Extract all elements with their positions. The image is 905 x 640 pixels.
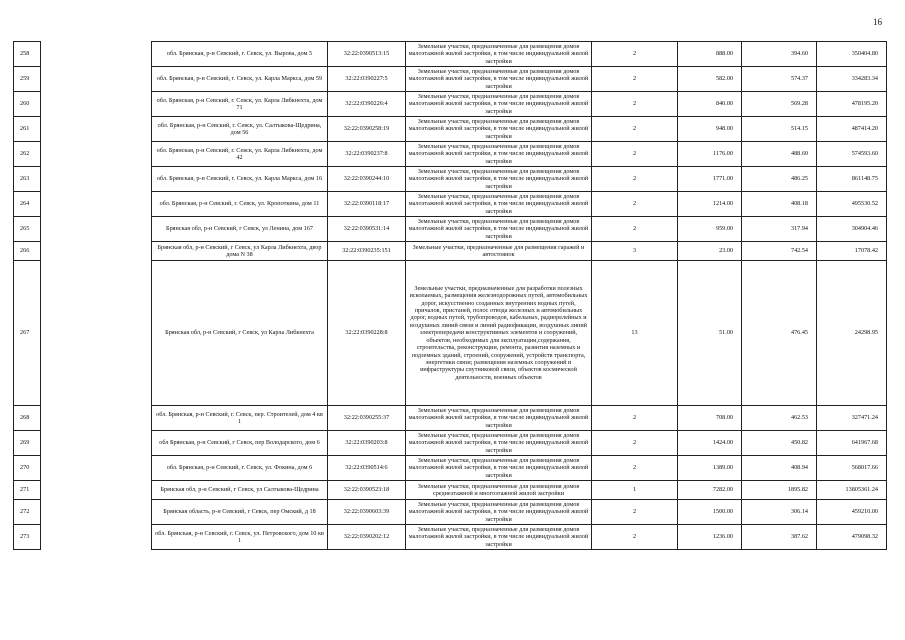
cadastral-value-cell: 495530.52 xyxy=(817,192,887,217)
cadastral-number-cell: 32:22:0390258:19 xyxy=(328,117,406,142)
cadastral-value-cell: 304904.46 xyxy=(817,217,887,242)
specific-value-cell: 306.14 xyxy=(742,500,817,525)
cadastral-number-cell: 32:22:0390531:14 xyxy=(328,217,406,242)
table-row xyxy=(14,261,887,406)
table-row xyxy=(14,481,887,500)
area-cell: 7282.00 xyxy=(678,481,742,500)
cadastral-value-cell: 574593.60 xyxy=(817,142,887,167)
group-cell: 2 xyxy=(592,42,678,67)
specific-value-cell: 742.54 xyxy=(742,242,817,261)
group-cell: 2 xyxy=(592,117,678,142)
land-use-cell: Земельные участки, предназначенные для размещения домов малоэтажной жилой застройки, в том числе индивидуальной жилой застройки xyxy=(406,92,592,117)
table-row xyxy=(14,117,887,142)
specific-value-cell: 450.82 xyxy=(742,431,817,456)
address-cell: обл. Брянская, р-н Севский, г. Севск, ул. Салтыкова-Щедрина, дом 56 xyxy=(152,117,328,142)
spacer-cell xyxy=(41,217,152,242)
group-cell: 2 xyxy=(592,217,678,242)
row-number-cell: 265 xyxy=(14,217,41,242)
spacer-cell xyxy=(41,167,152,192)
table-row xyxy=(14,525,887,550)
group-cell: 2 xyxy=(592,431,678,456)
group-cell: 2 xyxy=(592,500,678,525)
land-use-cell: Земельные участки, предназначенные для размещения домов среднеэтажной и многоэтажной жилой застройки xyxy=(406,481,592,500)
cadastral-value-cell: 641967.68 xyxy=(817,431,887,456)
area-cell: 1214.00 xyxy=(678,192,742,217)
land-use-cell: Земельные участки, предназначенные для размещения домов малоэтажной жилой застройки, в том числе индивидуальной жилой застройки xyxy=(406,500,592,525)
cadastral-number-cell: 32:22:0390118:17 xyxy=(328,192,406,217)
spacer-cell xyxy=(41,117,152,142)
cadastral-value-cell: 479098.32 xyxy=(817,525,887,550)
cadastral-value-cell: 334283.34 xyxy=(817,67,887,92)
address-cell: обл. Брянская, р-н Севский, г. Севск, ул. Карла Либкнехта, дом 71 xyxy=(152,92,328,117)
area-cell: 1500.00 xyxy=(678,500,742,525)
row-number-cell: 270 xyxy=(14,456,41,481)
cadastral-value-cell: 13805361.24 xyxy=(817,481,887,500)
cadastral-number-cell: 32:22:0390603:39 xyxy=(328,500,406,525)
row-number-cell: 273 xyxy=(14,525,41,550)
cadastral-number-cell: 32:22:0390226:4 xyxy=(328,92,406,117)
address-cell: обл. Брянская, р-н Севский, г. Севск, ул. Кропоткина, дом 11 xyxy=(152,192,328,217)
address-cell: Брянская обл, р-н Севский, г Севск, ул Карла Либкнехта xyxy=(152,261,328,406)
row-number-cell: 261 xyxy=(14,117,41,142)
address-cell: обл. Брянская, р-н Севский, г. Севск, ул. Карла Либкнехта, дом 42 xyxy=(152,142,328,167)
area-cell: 1771.00 xyxy=(678,167,742,192)
area-cell: 1176.00 xyxy=(678,142,742,167)
group-cell: 2 xyxy=(592,192,678,217)
land-use-cell: Земельные участки, предназначенные для размещения домов малоэтажной жилой застройки, в том числе индивидуальной жилой застройки xyxy=(406,431,592,456)
row-number-cell: 271 xyxy=(14,481,41,500)
area-cell: 23.00 xyxy=(678,242,742,261)
cadastral-value-cell: 568017.66 xyxy=(817,456,887,481)
specific-value-cell: 462.53 xyxy=(742,406,817,431)
land-use-cell: Земельные участки, предназначенные для размещения домов малоэтажной жилой застройки, в том числе индивидуальной жилой застройки xyxy=(406,456,592,481)
row-number-cell: 268 xyxy=(14,406,41,431)
spacer-cell xyxy=(41,192,152,217)
spacer-cell xyxy=(41,67,152,92)
cadastral-number-cell: 32:22:0390255:37 xyxy=(328,406,406,431)
specific-value-cell: 317.94 xyxy=(742,217,817,242)
spacer-cell xyxy=(41,242,152,261)
cadastral-value-cell: 350404.80 xyxy=(817,42,887,67)
table-row xyxy=(14,456,887,481)
land-use-cell: Земельные участки, предназначенные для размещения домов малоэтажной жилой застройки, в том числе индивидуальной жилой застройки xyxy=(406,525,592,550)
address-cell: обл. Брянская, р-н Севский, г. Севск, ул. Фокина, дом 6 xyxy=(152,456,328,481)
spacer-cell xyxy=(41,525,152,550)
page-number: 16 xyxy=(873,17,882,27)
land-use-cell: Земельные участки, предназначенные для размещения домов малоэтажной жилой застройки, в том числе индивидуальной жилой застройки xyxy=(406,406,592,431)
row-number-cell: 264 xyxy=(14,192,41,217)
cadastral-number-cell: 32:22:0390203:8 xyxy=(328,431,406,456)
land-use-cell: Земельные участки, предназначенные для размещения домов малоэтажной жилой застройки, в том числе индивидуальной жилой застройки xyxy=(406,42,592,67)
specific-value-cell: 476.45 xyxy=(742,261,817,406)
specific-value-cell: 1895.82 xyxy=(742,481,817,500)
land-use-cell: Земельные участки, предназначенные для размещения домов малоэтажной жилой застройки, в том числе индивидуальной жилой застройки xyxy=(406,192,592,217)
group-cell: 2 xyxy=(592,92,678,117)
specific-value-cell: 408.94 xyxy=(742,456,817,481)
table-row xyxy=(14,142,887,167)
address-cell: обл. Брянская, р-н Севский, г. Севск, пер. Строителей, дом 4 кв 1 xyxy=(152,406,328,431)
specific-value-cell: 486.25 xyxy=(742,167,817,192)
spacer-cell xyxy=(41,261,152,406)
cadastral-value-cell: 24298.95 xyxy=(817,261,887,406)
land-use-cell: Земельные участки, предназначенные для разработки полезных ископаемых, размещения железнодорожных путей, автомобильных дорог, искусственно созданных внутренних водных путей, причалов, пристаней, полос отвода железных и автомобильных дорог, водных путей, трубопроводов, кабельных, радиорелейных и воздушных линий связи и линий радиофикации, воздушных линий электропередачи конструктивных элементов и сооружений, объектов, необходимых для эксплуатации,содержания, строительства, реконструкции, ремонта, развития наземных и подземных зданий, строений, сооружений, устройств транспорта, энергетики связи; размещения наземных сооружений и инфраструктуры спутниковой связи, объектов космической деятельности, военных объектов xyxy=(406,261,592,406)
address-cell: обл. Брянская, р-н Севский, г. Севск, ул. Вырова, дом 5 xyxy=(152,42,328,67)
cadastral-number-cell: 32:22:0390227:5 xyxy=(328,67,406,92)
table-row xyxy=(14,92,887,117)
cadastral-value-cell: 459210.00 xyxy=(817,500,887,525)
address-cell: обл. Брянская, р-н Севский, г. Севск, ул. Петровского, дом 10 кв 1 xyxy=(152,525,328,550)
area-cell: 959.00 xyxy=(678,217,742,242)
cadastral-number-cell: 32:22:0390244:10 xyxy=(328,167,406,192)
address-cell: Брянская область, р-н Севский, г Севск, пер Омский, д 18 xyxy=(152,500,328,525)
table-row xyxy=(14,500,887,525)
cadastral-number-cell: 32:22:0390228:8 xyxy=(328,261,406,406)
spacer-cell xyxy=(41,456,152,481)
specific-value-cell: 408.18 xyxy=(742,192,817,217)
land-use-cell: Земельные участки, предназначенные для размещения домов малоэтажной жилой застройки, в том числе индивидуальной жилой застройки xyxy=(406,217,592,242)
group-cell: 13 xyxy=(592,261,678,406)
group-cell: 2 xyxy=(592,456,678,481)
cadastral-number-cell: 32:22:0390235:151 xyxy=(328,242,406,261)
area-cell: 840.00 xyxy=(678,92,742,117)
cadastral-value-cell: 17078.42 xyxy=(817,242,887,261)
cadastral-number-cell: 32:22:0390237:8 xyxy=(328,142,406,167)
group-cell: 2 xyxy=(592,406,678,431)
spacer-cell xyxy=(41,500,152,525)
land-use-cell: Земельные участки, предназначенные для размещения домов малоэтажной жилой застройки, в том числе индивидуальной жилой застройки xyxy=(406,142,592,167)
row-number-cell: 269 xyxy=(14,431,41,456)
area-cell: 1424.00 xyxy=(678,431,742,456)
row-number-cell: 259 xyxy=(14,67,41,92)
land-use-cell: Земельные участки, предназначенные для размещения домов малоэтажной жилой застройки, в том числе индивидуальной жилой застройки xyxy=(406,67,592,92)
table-row xyxy=(14,242,887,261)
spacer-cell xyxy=(41,92,152,117)
cadastral-value-cell: 327471.24 xyxy=(817,406,887,431)
spacer-cell xyxy=(41,142,152,167)
table-row xyxy=(14,167,887,192)
land-use-cell: Земельные участки, предназначенные для размещения гаражей и автостоянок xyxy=(406,242,592,261)
specific-value-cell: 394.60 xyxy=(742,42,817,67)
table-row xyxy=(14,67,887,92)
group-cell: 2 xyxy=(592,167,678,192)
land-registry-table xyxy=(13,41,887,550)
row-number-cell: 263 xyxy=(14,167,41,192)
cadastral-number-cell: 32:22:0390523:18 xyxy=(328,481,406,500)
spacer-cell xyxy=(41,42,152,67)
group-cell: 2 xyxy=(592,67,678,92)
address-cell: Брянская обл, р-н Севский, г Севск, ул Салтыкова-Щедрина xyxy=(152,481,328,500)
table-row xyxy=(14,431,887,456)
cadastral-value-cell: 487414.20 xyxy=(817,117,887,142)
specific-value-cell: 488.60 xyxy=(742,142,817,167)
address-cell: обл. Брянская, р-н Севский, г. Севск, ул. Карла Маркса, дом 59 xyxy=(152,67,328,92)
cadastral-number-cell: 32:22:0390513:15 xyxy=(328,42,406,67)
spacer-cell xyxy=(41,431,152,456)
cadastral-number-cell: 32:22:0390514:6 xyxy=(328,456,406,481)
area-cell: 1236.00 xyxy=(678,525,742,550)
address-cell: Брянская обл, р-н Севский, г Севск, ул Карла Либкнехта, двор дома N 38 xyxy=(152,242,328,261)
cadastral-value-cell: 861148.75 xyxy=(817,167,887,192)
specific-value-cell: 574.37 xyxy=(742,67,817,92)
group-cell: 3 xyxy=(592,242,678,261)
spacer-cell xyxy=(41,406,152,431)
area-cell: 948.00 xyxy=(678,117,742,142)
row-number-cell: 262 xyxy=(14,142,41,167)
row-number-cell: 258 xyxy=(14,42,41,67)
group-cell: 2 xyxy=(592,142,678,167)
specific-value-cell: 387.62 xyxy=(742,525,817,550)
land-use-cell: Земельные участки, предназначенные для размещения домов малоэтажной жилой застройки, в том числе индивидуальной жилой застройки xyxy=(406,117,592,142)
address-cell: обл Брянская, р-н Севский, г Севск, пер Володарского, дом 6 xyxy=(152,431,328,456)
area-cell: 51.00 xyxy=(678,261,742,406)
cadastral-number-cell: 32:22:0390202:12 xyxy=(328,525,406,550)
group-cell: 1 xyxy=(592,481,678,500)
area-cell: 888.00 xyxy=(678,42,742,67)
group-cell: 2 xyxy=(592,525,678,550)
address-cell: Брянская обл, р-н Севский, г Севск, ул Ленина, дом 167 xyxy=(152,217,328,242)
specific-value-cell: 569.28 xyxy=(742,92,817,117)
row-number-cell: 267 xyxy=(14,261,41,406)
row-number-cell: 260 xyxy=(14,92,41,117)
specific-value-cell: 514.15 xyxy=(742,117,817,142)
row-number-cell: 266 xyxy=(14,242,41,261)
row-number-cell: 272 xyxy=(14,500,41,525)
table-row xyxy=(14,217,887,242)
area-cell: 1389.00 xyxy=(678,456,742,481)
table-row xyxy=(14,192,887,217)
spacer-cell xyxy=(41,481,152,500)
table-row xyxy=(14,406,887,431)
cadastral-value-cell: 478195.20 xyxy=(817,92,887,117)
area-cell: 582.00 xyxy=(678,67,742,92)
land-use-cell: Земельные участки, предназначенные для размещения домов малоэтажной жилой застройки, в том числе индивидуальной жилой застройки xyxy=(406,167,592,192)
address-cell: обл. Брянская, р-н Севский, г. Севск, ул. Карла Маркса, дом 16 xyxy=(152,167,328,192)
area-cell: 708.00 xyxy=(678,406,742,431)
table-body xyxy=(14,42,887,550)
table-row xyxy=(14,42,887,67)
